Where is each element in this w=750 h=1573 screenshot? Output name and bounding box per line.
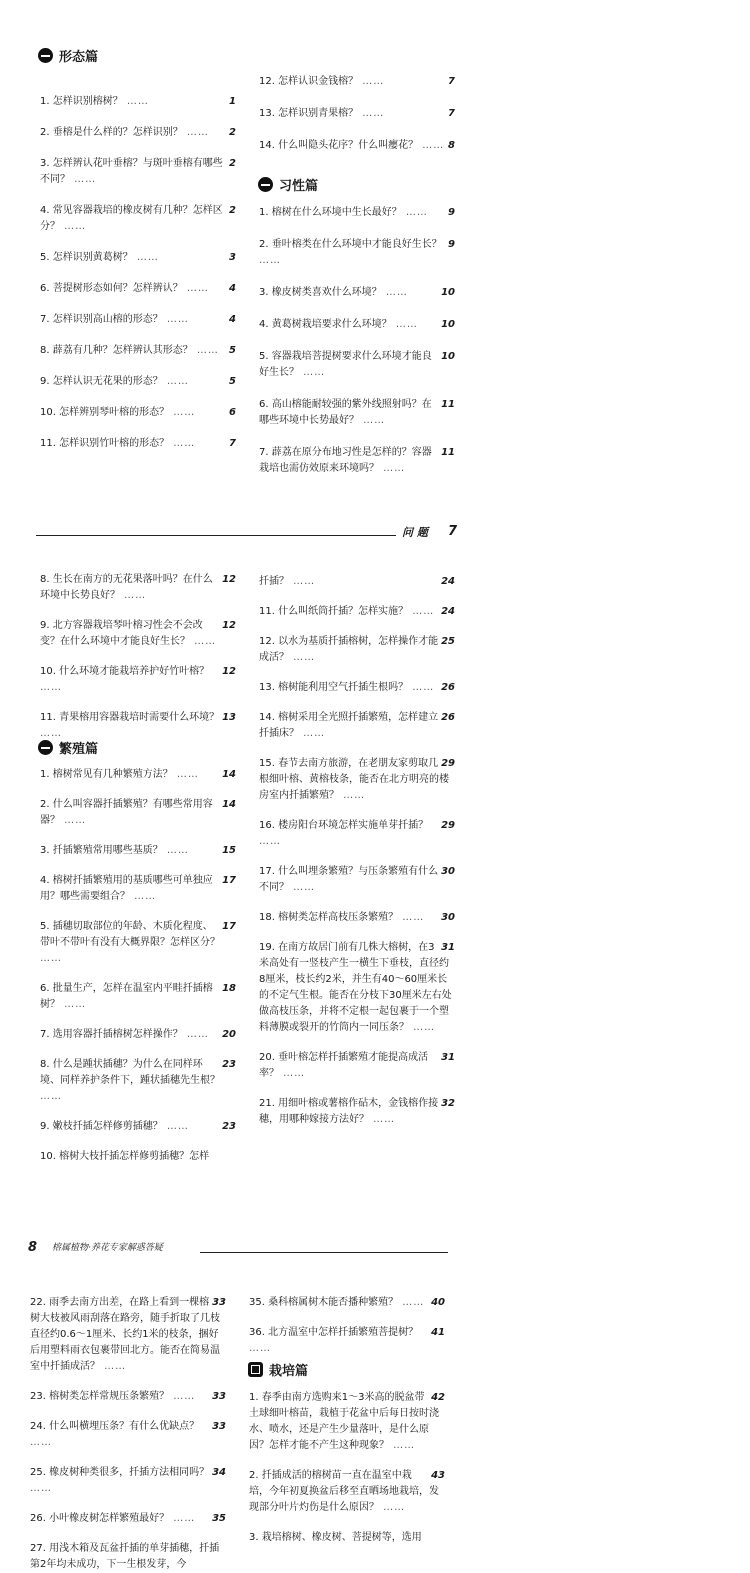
toc-entry-title: 7. 选用容器扦插榕树怎样操作？ <box>40 1029 183 1040</box>
toc-entry-page: 5 <box>229 345 236 356</box>
toc-entry-page: 14 <box>222 799 236 810</box>
toc-entry-page: 29 <box>441 820 455 831</box>
toc-entry-title: 9. 北方容器栽培琴叶榕习性会不会改变？在什么环境中才能良好生长？ <box>40 620 203 647</box>
toc-entry[interactable] <box>259 285 455 301</box>
toc-entry[interactable] <box>40 767 236 783</box>
toc-entry-page: 11 <box>441 447 455 458</box>
leader-dots: …… <box>40 682 62 693</box>
leader-dots: …… <box>182 127 209 138</box>
toc-entry-page: 14 <box>222 769 236 780</box>
leader-dots: …… <box>120 590 147 601</box>
toc-entry-title: 1. 榕树在什么环境中生长最好？ <box>259 207 402 218</box>
toc-entry[interactable] <box>259 74 455 90</box>
toc-entry-title: 15. 春节去南方旅游，在老朋友家剪取几根细叶榕、黄榕枝条，能否在北方明亮的楼房室内扦插繁殖？ <box>259 758 449 801</box>
leader-dots: …… <box>169 1391 196 1402</box>
toc-entry[interactable] <box>30 1465 226 1497</box>
toc-entry-title: 扦插？ <box>259 576 289 587</box>
leader-dots: …… <box>60 221 87 232</box>
toc-entry[interactable] <box>40 312 236 328</box>
leader-dots: …… <box>249 1343 271 1354</box>
toc-entry-page: 2 <box>229 205 236 216</box>
toc-entry[interactable] <box>40 436 236 452</box>
toc-entry-title: 10. 怎样辨别琴叶榕的形态？ <box>40 407 170 418</box>
toc-entry-page: 15 <box>222 845 236 856</box>
toc-entry[interactable] <box>40 203 236 235</box>
toc-entry-title: 3. 扦插繁殖常用哪些基质？ <box>40 845 163 856</box>
toc-entry-page: 23 <box>222 1121 236 1132</box>
toc-entry-title: 8. 薜荔有几种？怎样辨认其形态？ <box>40 345 193 356</box>
toc-entry-page: 20 <box>222 1029 236 1040</box>
toc-entry[interactable] <box>259 349 455 381</box>
toc-entry-title: 3. 怎样辨认花叶垂榕？与斑叶垂榕有哪些不同？ <box>40 158 223 185</box>
leader-dots: …… <box>30 1437 52 1448</box>
toc-entry[interactable] <box>30 1389 226 1405</box>
toc-entry-title: 18. 榕树类怎样高枝压条繁殖？ <box>259 912 399 923</box>
leader-dots: …… <box>259 255 281 266</box>
leader-dots: …… <box>40 953 62 964</box>
leader-dots: …… <box>172 769 199 780</box>
toc-entry[interactable] <box>259 756 455 804</box>
toc-entry-title: 9. 嫩枝扦插怎样修剪插穗？ <box>40 1121 163 1132</box>
toc-entry-page: 7 <box>448 76 455 87</box>
toc-entry-title: 1. 榕树常见有几种繁殖方法？ <box>40 769 173 780</box>
toc-entry-title: 9. 怎样认识无花果的形态？ <box>40 376 163 387</box>
leader-dots: …… <box>100 1361 127 1372</box>
toc-entry-page: 5 <box>229 376 236 387</box>
toc-entry-page: 26 <box>441 712 455 723</box>
toc-entry-page: 9 <box>448 239 455 250</box>
toc-entry-title: 13. 榕树能利用空气扦插生根吗？ <box>259 682 409 693</box>
toc-entry-page: 8 <box>448 140 455 151</box>
toc-entry[interactable] <box>30 1419 226 1451</box>
leader-dots: …… <box>299 367 326 378</box>
leader-dots: …… <box>401 207 428 218</box>
toc-entry-page: 10 <box>441 351 455 362</box>
leader-dots: …… <box>40 1091 62 1102</box>
toc-entry-title: 12. 以水为基质扦插榕树，怎样操作才能成活？ <box>259 636 439 663</box>
section-zaipei: 栽培篇 <box>248 1360 308 1379</box>
toc-entry-title: 5. 怎样识别黄葛树？ <box>40 252 133 263</box>
toc-entry[interactable] <box>259 818 455 850</box>
toc-entry[interactable] <box>259 106 455 122</box>
section-marker-icon <box>38 48 53 63</box>
toc-entry-page: 7 <box>448 108 455 119</box>
leader-dots: …… <box>182 1029 209 1040</box>
leader-dots: …… <box>408 682 435 693</box>
toc-entry-title: 10. 榕树大枝扦插怎样修剪插穗？怎样 <box>40 1151 210 1162</box>
toc-entry-page: 23 <box>222 1059 236 1070</box>
toc-entry[interactable] <box>40 156 236 188</box>
toc-entry-title: 7. 怎样识别高山榕的形态？ <box>40 314 163 325</box>
toc-entry[interactable] <box>40 919 236 967</box>
toc-entry-page: 3 <box>229 252 236 263</box>
toc-entry-title: 17. 什么叫埋条繁殖？与压条繁殖有什么不同？ <box>259 866 439 893</box>
toc-entry-title: 1. 怎样识别榕树？ <box>40 96 123 107</box>
toc-entry[interactable] <box>30 1295 226 1375</box>
toc-entry[interactable] <box>40 981 236 1013</box>
leader-dots: …… <box>130 891 157 902</box>
leader-dots: …… <box>182 283 209 294</box>
leader-dots: …… <box>418 140 445 151</box>
section-marker-icon <box>258 177 273 192</box>
leader-dots: …… <box>162 376 189 387</box>
toc-entry-page: 42 <box>431 1392 445 1403</box>
toc-entry-page: 10 <box>441 319 455 330</box>
leader-dots: …… <box>289 576 316 587</box>
toc-entry[interactable] <box>259 680 455 696</box>
toc-entry-title: 10. 什么环境才能栽培养护好竹叶榕？ <box>40 666 210 677</box>
toc-entry-title: 21. 用细叶榕或薯榕作砧木，金钱榕作接穗，用哪种嫁接方法好？ <box>259 1098 439 1125</box>
leader-dots: …… <box>70 174 97 185</box>
toc-entry[interactable] <box>40 843 236 859</box>
toc-entry-title: 6. 批量生产，怎样在温室内平畦扦插榕树？ <box>40 983 213 1010</box>
toc-entry[interactable] <box>40 873 236 905</box>
toc-entry-page: 7 <box>229 438 236 449</box>
toc-entry-page: 13 <box>222 712 236 723</box>
section-xixing: 习性篇 <box>258 175 318 194</box>
toc-entry-title: 36. 北方温室中怎样扦插繁殖菩提树？ <box>249 1327 419 1338</box>
toc-entry-page: 33 <box>212 1297 226 1308</box>
toc-entry-title: 25. 橡皮树种类很多，扦插方法相同吗？ <box>30 1467 210 1478</box>
leader-dots: …… <box>279 1068 306 1079</box>
header-title: 榕属植物·养花专家解惑答疑 <box>52 1243 163 1253</box>
toc-entry-page: 9 <box>448 207 455 218</box>
toc-entry[interactable] <box>259 710 455 742</box>
toc-entry[interactable] <box>40 281 236 297</box>
section-marker-icon <box>38 740 53 755</box>
toc-entry-page: 25 <box>441 636 455 647</box>
toc-entry-page: 4 <box>229 283 236 294</box>
toc-entry-page: 1 <box>229 96 236 107</box>
toc-entry-title: 4. 黄葛树栽培要求什么环境？ <box>259 319 392 330</box>
toc-entry[interactable] <box>259 604 455 620</box>
toc-entry-title: 27. 用浅木箱及瓦盆扦插的单芽插穗，扦插第2年均未成功，下一生根发芽，今 <box>30 1543 220 1570</box>
leader-dots: …… <box>389 1440 416 1451</box>
leader-dots: …… <box>60 815 87 826</box>
toc-entry[interactable] <box>259 1050 455 1082</box>
toc-entry[interactable] <box>40 572 236 604</box>
toc-entry[interactable] <box>40 797 236 829</box>
toc-entry[interactable] <box>40 1119 236 1135</box>
leader-dots: …… <box>289 652 316 663</box>
section-xingtai: 形态篇 <box>38 46 98 65</box>
toc-entry-title: 26. 小叶橡皮树怎样繁殖最好？ <box>30 1513 170 1524</box>
toc-entry-page: 34 <box>212 1467 226 1478</box>
toc-entry-page: 12 <box>222 666 236 677</box>
leader-dots: …… <box>162 314 189 325</box>
toc-entry-page: 29 <box>441 758 455 769</box>
leader-dots: …… <box>381 287 408 298</box>
toc-entry[interactable] <box>40 664 236 696</box>
toc-entry-title: 2. 垂叶榕类在什么环境中才能良好生长？ <box>259 239 442 250</box>
leader-dots: …… <box>259 836 281 847</box>
leader-dots: …… <box>60 999 87 1010</box>
footer-page-number: 7 <box>448 524 458 539</box>
toc-entry[interactable] <box>40 94 236 110</box>
leader-dots: …… <box>299 728 326 739</box>
toc-entry[interactable] <box>259 940 455 1036</box>
leader-dots: …… <box>398 912 425 923</box>
toc-entry-page: 12 <box>222 574 236 585</box>
toc-entry[interactable] <box>249 1325 445 1357</box>
toc-entry-title: 2. 扦插成活的榕树苗一直在温室中栽培，今年初夏换盆后移至直晒场地栽培，发现部分叶片灼伤是什么原因？ <box>249 1470 439 1513</box>
toc-entry[interactable] <box>40 618 236 650</box>
toc-entry[interactable] <box>259 397 455 429</box>
toc-entry-page: 31 <box>441 1052 455 1063</box>
toc-entry[interactable] <box>40 405 236 421</box>
toc-entry-page: 17 <box>222 921 236 932</box>
toc-entry[interactable] <box>30 1511 226 1527</box>
toc-entry-title: 4. 常见容器栽培的橡皮树有几种？怎样区分？ <box>40 205 223 232</box>
toc-entry-title: 11. 什么叫纸筒扦插？怎样实施？ <box>259 606 409 617</box>
toc-entry-title: 2. 垂榕是什么样的？怎样识别？ <box>40 127 183 138</box>
toc-entry-page: 33 <box>212 1421 226 1432</box>
leader-dots: …… <box>358 108 385 119</box>
toc-entry-page: 17 <box>222 875 236 886</box>
toc-entry-page: 40 <box>431 1297 445 1308</box>
toc-entry-title: 19. 在南方故居门前有几株大榕树，在3米高处有一竖枝产生一横生下垂枝，直径约8厘米，枝长约2米，并生有40～60厘米长的不定气生根。能否在分枝下30厘米左右处做高枝压条，并将不定根一起包裹于一个塑料薄膜或裂开的竹筒内一同压条？ <box>259 942 452 1033</box>
toc-entry[interactable] <box>249 1530 445 1546</box>
toc-entry-title: 14. 榕树采用全光照扦插繁殖，怎样建立扦插床？ <box>259 712 439 739</box>
toc-entry-title: 20. 垂叶榕怎样扦插繁殖才能提高成活率？ <box>259 1052 429 1079</box>
leader-dots: …… <box>169 407 196 418</box>
toc-entry[interactable] <box>40 374 236 390</box>
toc-entry-title: 5. 容器栽培菩提树要求什么环境才能良好生长？ <box>259 351 432 378</box>
toc-entry-title: 8. 生长在南方的无花果落叶吗？在什么环境中长势良好？ <box>40 574 213 601</box>
toc-entry-title: 35. 桑科榕属树木能否播种繁殖？ <box>249 1297 399 1308</box>
toc-entry-page: 10 <box>441 287 455 298</box>
toc-entry-title: 12. 怎样认识金钱榕？ <box>259 76 359 87</box>
toc-entry[interactable] <box>40 1057 236 1105</box>
toc-entry[interactable] <box>259 864 455 896</box>
toc-entry[interactable] <box>259 205 455 221</box>
toc-entry-title: 4. 榕树扦插繁殖用的基质哪些可单独应用？哪些需要组合？ <box>40 875 213 902</box>
toc-entry[interactable] <box>259 634 455 666</box>
toc-entry-page: 26 <box>441 682 455 693</box>
toc-entry-title: 16. 楼房阳台环境怎样实施单芽扦插？ <box>259 820 429 831</box>
toc-entry-title: 8. 什么是踵状插穗？为什么在同样环境、同样养护条件下，踵状插穗先生根？ <box>40 1059 220 1086</box>
toc-entry[interactable] <box>259 910 455 926</box>
toc-entry-page: 2 <box>229 158 236 169</box>
header-rule <box>200 1252 448 1253</box>
footer-label: 问 题 <box>402 526 428 539</box>
toc-entry-page: 41 <box>431 1327 445 1338</box>
leader-dots: …… <box>379 1502 406 1513</box>
toc-entry-title: 22. 雨季去南方出差，在路上看到一棵榕树大枝被风雨刮落在路旁，随手折取了几枝直径约0.6～1厘米、长约1米的枝条，捆好后用塑料雨衣包裹带回北方。能否在简易温室中扦插成活？ <box>30 1297 220 1372</box>
leader-dots: …… <box>40 728 62 739</box>
leader-dots: …… <box>408 606 435 617</box>
toc-entry-page: 43 <box>431 1470 445 1481</box>
toc-entry[interactable] <box>249 1390 445 1454</box>
toc-entry-title: 13. 怎样识别青果榕？ <box>259 108 359 119</box>
toc-entry-title: 14. 什么叫隐头花序？什么叫瘿花？ <box>259 140 419 151</box>
leader-dots: …… <box>358 76 385 87</box>
leader-dots: …… <box>122 96 149 107</box>
toc-entry[interactable] <box>40 125 236 141</box>
toc-entry-title: 7. 薜荔在原分布地习性是怎样的？容器栽培也需仿效原来环境吗？ <box>259 447 432 474</box>
toc-entry-title: 5. 插穗切取部位的年龄、木质化程度、带叶不带叶有没有大概界限？怎样区分？ <box>40 921 220 948</box>
toc-entry-title: 6. 高山榕能耐较强的紫外线照射吗？在哪些环境中长势最好？ <box>259 399 432 426</box>
leader-dots: …… <box>369 1114 396 1125</box>
toc-entry-page: 11 <box>441 399 455 410</box>
leader-dots: …… <box>339 790 366 801</box>
toc-entry[interactable] <box>259 138 455 154</box>
toc-entry-title: 11. 青果榕用容器栽培时需要什么环境？ <box>40 712 220 723</box>
toc-entry[interactable] <box>259 1096 455 1128</box>
toc-entry-page: 35 <box>212 1513 226 1524</box>
leader-dots: …… <box>190 636 217 647</box>
toc-entry-title: 6. 菩提树形态如何？怎样辨认？ <box>40 283 183 294</box>
toc-entry-page: 4 <box>229 314 236 325</box>
toc-entry[interactable] <box>259 445 455 477</box>
section-marker-icon <box>248 1362 263 1377</box>
leader-dots: …… <box>132 252 159 263</box>
toc-entry-page: 33 <box>212 1391 226 1402</box>
leader-dots: …… <box>169 1513 196 1524</box>
toc-entry[interactable] <box>259 574 455 590</box>
toc-entry-page: 24 <box>441 606 455 617</box>
toc-entry[interactable] <box>259 237 455 269</box>
leader-dots: …… <box>162 1121 189 1132</box>
toc-entry-page: 24 <box>441 576 455 587</box>
toc-entry[interactable] <box>40 1149 236 1165</box>
toc-entry-page: 18 <box>222 983 236 994</box>
toc-entry-page: 30 <box>441 866 455 877</box>
toc-entry-page: 2 <box>229 127 236 138</box>
toc-entry[interactable] <box>40 250 236 266</box>
toc-entry[interactable] <box>40 343 236 359</box>
leader-dots: …… <box>30 1483 52 1494</box>
toc-entry[interactable] <box>249 1295 445 1311</box>
footer-rule <box>36 535 396 536</box>
leader-dots: …… <box>391 319 418 330</box>
toc-entry-title: 23. 榕树类怎样常规压条繁殖？ <box>30 1391 170 1402</box>
toc-entry-title: 24. 什么叫横埋压条？有什么优缺点？ <box>30 1421 200 1432</box>
toc-entry-page: 31 <box>441 942 455 953</box>
leader-dots: …… <box>379 463 406 474</box>
leader-dots: …… <box>409 1022 436 1033</box>
leader-dots: …… <box>398 1297 425 1308</box>
toc-entry[interactable] <box>40 1027 236 1043</box>
header-page-number: 8 <box>28 1240 38 1255</box>
leader-dots: …… <box>192 345 219 356</box>
toc-entry-title: 3. 橡皮树类喜欢什么环境？ <box>259 287 382 298</box>
toc-entry-page: 32 <box>441 1098 455 1109</box>
leader-dots: …… <box>289 882 316 893</box>
toc-entry-title: 11. 怎样识别竹叶榕的形态？ <box>40 438 170 449</box>
toc-entry-page: 30 <box>441 912 455 923</box>
section-fanzhi: 繁殖篇 <box>38 738 98 757</box>
leader-dots: …… <box>359 415 386 426</box>
toc-entry-title: 2. 什么叫容器扦插繁殖？有哪些常用容器？ <box>40 799 213 826</box>
leader-dots: …… <box>162 845 189 856</box>
toc-entry[interactable] <box>249 1468 445 1516</box>
toc-entry-page: 12 <box>222 620 236 631</box>
toc-entry[interactable] <box>259 317 455 333</box>
toc-entry-title: 1. 春季由南方选购来1～3米高的脱盆带土球细叶榕苗，栽植于花盆中后每日按时浇水、喷水，还是产生少量落叶，是什么原因？怎样才能不产生这种现象？ <box>249 1392 439 1451</box>
toc-entry-page: 6 <box>229 407 236 418</box>
leader-dots: …… <box>169 438 196 449</box>
toc-entry-title: 3. 栽培榕树、橡皮树、菩提树等，选用 <box>249 1532 422 1543</box>
